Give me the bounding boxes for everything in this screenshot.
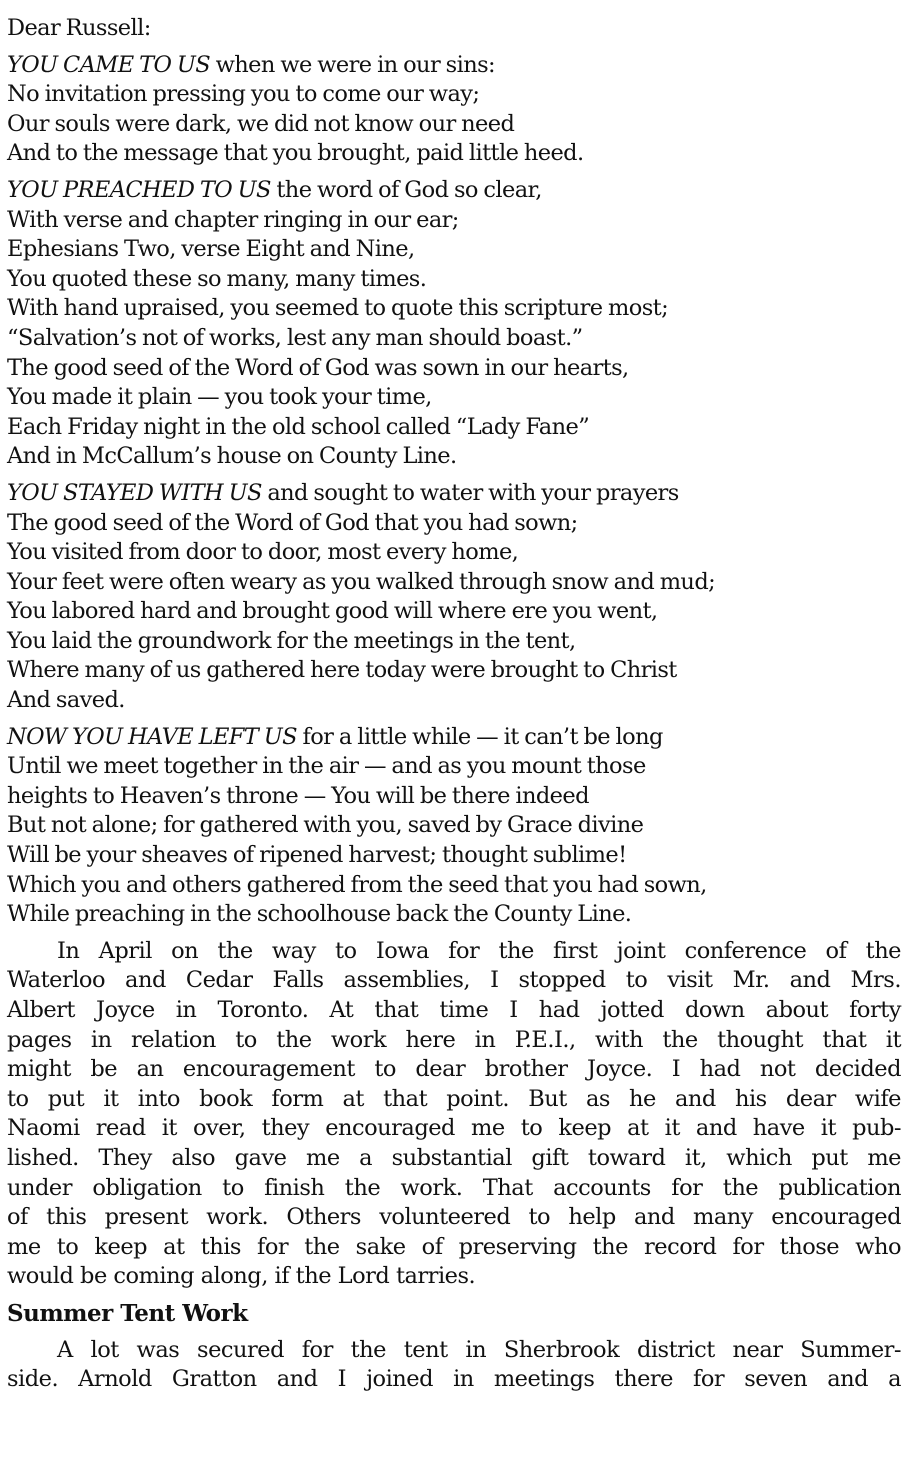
paragraph-line: Albert Joyce in Toronto. At that time I had jotted down about forty [7, 997, 901, 1023]
poem-stanza [7, 51, 901, 169]
poem-line: You made it plain — you took your time, [7, 384, 432, 411]
poem-line: You labored hard and brought good will where ere you went, [7, 598, 658, 625]
stanza-lead: YOU STAYED WITH US [7, 479, 262, 506]
paragraph-line: Naomi read it over, they encouraged me to keep at it and have it pub- [7, 1115, 901, 1142]
poem-line: Until we meet together in the air — and as you mount those [7, 753, 646, 780]
paragraph-line: to put it into book form at that point. But as he and his dear wife [7, 1085, 901, 1112]
poem-line: The good seed of the Word of God that you had sown; [7, 509, 578, 536]
poem-line: While preaching in the schoolhouse back the County Line. [7, 901, 632, 928]
body-paragraph [7, 937, 901, 1292]
poem-line: Our souls were dark, we did not know our need [7, 110, 515, 137]
poem-line: You quoted these so many, many times. [7, 265, 427, 292]
paragraph-line: would be coming along, if the Lord tarries. [7, 1263, 476, 1290]
poem [7, 51, 901, 930]
body-paragraph [7, 1336, 901, 1395]
stanza-first-line-rest: and sought to water with your prayers [261, 479, 679, 506]
poem-line: With verse and chapter ringing in our ear; [7, 206, 459, 233]
paragraph-line: lished. They also gave me a substantial gift toward it, which put me [7, 1144, 901, 1171]
poem-line: Ephesians Two, verse Eight and Nine, [7, 236, 415, 263]
poem-stanza [7, 176, 901, 472]
paragraph-line: under obligation to finish the work. That accounts for the publication [7, 1174, 901, 1201]
stanza-lead: NOW YOU HAVE LEFT US [7, 723, 297, 750]
poem-line [7, 176, 901, 206]
poem-line [7, 723, 901, 753]
poem-line: You laid the groundwork for the meetings in the tent, [7, 627, 576, 654]
poem-line: Where many of us gathered here today were brought to Christ [7, 657, 677, 684]
poem-line: And in McCallum’s house on County Line. [7, 443, 457, 470]
poem-line [7, 479, 901, 509]
poem-line: You visited from door to door, most every home, [7, 539, 519, 566]
poem-line: No invitation pressing you to come our way; [7, 81, 480, 108]
stanza-lead: YOU PREACHED TO US [7, 176, 271, 203]
stanza-first-line-rest: for a little while — it can’t be long [296, 723, 663, 750]
poem-stanza [7, 723, 901, 930]
paragraph-line: A lot was secured for the tent in Sherbrook district near Summer- [57, 1336, 901, 1363]
poem-line: With hand upraised, you seemed to quote this scripture most; [7, 295, 669, 322]
poem-line: “Salvation’s not of works, lest any man should boast.” [7, 324, 583, 351]
poem-stanza [7, 479, 901, 716]
paragraph-line: In April on the way to Iowa for the first joint conference of the [57, 937, 901, 964]
paragraph-line: me to keep at this for the sake of preserving the record for those who [7, 1233, 901, 1260]
paragraph-line: of this present work. Others volunteered to help and many encouraged [7, 1204, 901, 1231]
poem-line: Each Friday night in the old school called “Lady Fane” [7, 413, 590, 440]
poem-line: Which you and others gathered from the seed that you had sown, [7, 871, 707, 898]
paragraph-line: side. Arnold Gratton and I joined in meetings there for seven and a [7, 1366, 901, 1393]
salutation: Dear Russell: [7, 15, 151, 41]
poem-line [7, 51, 901, 81]
poem-line: And to the message that you brought, paid little heed. [7, 140, 584, 167]
poem-line: Will be your sheaves of ripened harvest; thought sublime! [7, 842, 627, 869]
stanza-lead: YOU CAME TO US [7, 51, 211, 78]
stanza-first-line-rest: when we were in our sins: [210, 51, 496, 78]
stanza-first-line-rest: the word of God so clear, [270, 176, 542, 203]
poem-line: But not alone; for gathered with you, saved by Grace divine [7, 812, 644, 839]
paragraph-line: might be an encouragement to dear brother Joyce. I had not decided [7, 1056, 901, 1083]
poem-line: And saved. [7, 687, 125, 714]
section-heading: Summer Tent Work [7, 1299, 248, 1327]
paragraph-line: Waterloo and Cedar Falls assemblies, I stopped to visit Mr. and Mrs. [7, 967, 901, 994]
poem-line: Your feet were often weary as you walked through snow and mud; [7, 568, 716, 595]
poem-line: heights to Heaven’s throne — You will be there indeed [7, 782, 589, 809]
poem-line: The good seed of the Word of God was sown in our hearts, [7, 354, 629, 381]
paragraph-line: pages in relation to the work here in P.E.I., with the thought that it [7, 1026, 901, 1053]
